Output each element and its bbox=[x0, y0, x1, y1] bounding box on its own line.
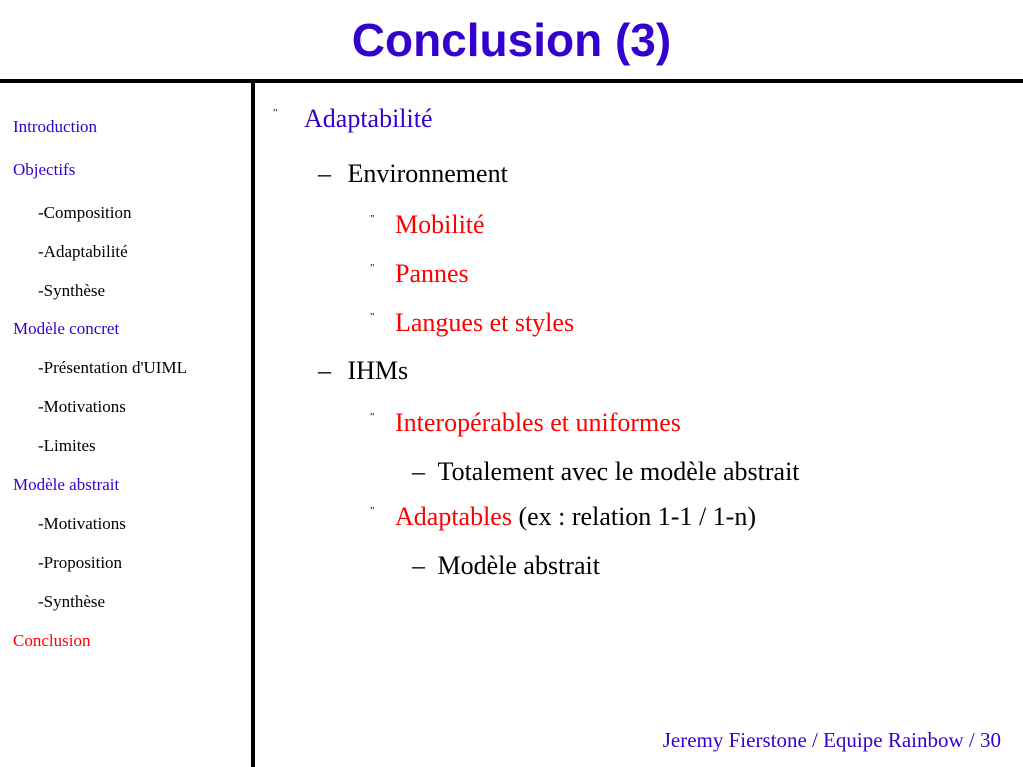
bullet-totalement bbox=[412, 456, 800, 488]
dash-marker: – bbox=[318, 159, 331, 188]
bullet-modele-abstrait bbox=[412, 550, 600, 582]
bullet-text: Langues et styles bbox=[395, 308, 575, 337]
dash-marker: – bbox=[412, 551, 425, 580]
bullet-text-suffix: (ex : relation 1-1 / 1-n) bbox=[511, 502, 756, 531]
bullet-marker: " bbox=[370, 213, 375, 225]
bullet-marker: " bbox=[370, 411, 375, 423]
nav-item-limites[interactable]: -Limites bbox=[38, 436, 96, 455]
bullet-ihms bbox=[318, 355, 408, 387]
bullet-marker: " bbox=[273, 107, 278, 119]
bullet-pannes bbox=[370, 258, 469, 290]
nav-item-adaptabilite[interactable]: -Adaptabilité bbox=[38, 242, 128, 261]
nav-item-conclusion[interactable]: Conclusion bbox=[13, 631, 91, 650]
dash-marker: – bbox=[412, 457, 425, 486]
bullet-text: Totalement avec le modèle abstrait bbox=[437, 457, 800, 486]
nav-item-composition[interactable]: -Composition bbox=[38, 203, 132, 222]
bullet-text: Interopérables et uniformes bbox=[395, 408, 681, 437]
bullet-adaptabilite bbox=[273, 103, 433, 135]
bullet-environnement bbox=[318, 158, 508, 190]
nav-item-synthese-2[interactable]: -Synthèse bbox=[38, 592, 106, 611]
nav-item-presentation-uiml[interactable]: -Présentation d'UIML bbox=[38, 358, 187, 377]
bullet-text: Adaptabilité bbox=[304, 104, 433, 133]
bullet-text: Modèle abstrait bbox=[437, 551, 600, 580]
bullet-marker: " bbox=[370, 311, 375, 323]
nav-item-proposition[interactable]: -Proposition bbox=[38, 553, 123, 572]
nav-item-objectifs[interactable]: Objectifs bbox=[13, 160, 76, 179]
nav-item-motivations[interactable]: -Motivations bbox=[38, 397, 126, 416]
bullet-text: Mobilité bbox=[395, 210, 485, 239]
nav-item-introduction[interactable]: Introduction bbox=[13, 117, 98, 136]
slide-title: Conclusion (3) bbox=[351, 14, 672, 66]
nav-item-modele-abstrait[interactable]: Modèle abstrait bbox=[13, 475, 120, 494]
sidebar-nav bbox=[0, 0, 250, 767]
bullet-text: Environnement bbox=[347, 159, 508, 188]
slide-content bbox=[255, 83, 1023, 767]
slide-footer: Jeremy Fierstone / Equipe Rainbow / 30 bbox=[662, 728, 1001, 752]
nav-item-modele-concret[interactable]: Modèle concret bbox=[13, 319, 120, 338]
bullet-marker: " bbox=[370, 262, 375, 274]
dash-marker: – bbox=[318, 356, 331, 385]
bullet-text-highlight: Adaptables bbox=[395, 502, 512, 531]
bullet-text: Pannes bbox=[395, 259, 469, 288]
bullet-mobilite bbox=[370, 209, 485, 241]
nav-item-motivations-2[interactable]: -Motivations bbox=[38, 514, 126, 533]
bullet-langues bbox=[370, 307, 574, 339]
bullet-text: IHMs bbox=[347, 356, 409, 385]
bullet-marker: " bbox=[370, 505, 375, 517]
nav-item-synthese[interactable]: -Synthèse bbox=[38, 281, 106, 300]
bullet-interoperables bbox=[370, 407, 681, 439]
bullet-adaptables bbox=[370, 501, 756, 533]
